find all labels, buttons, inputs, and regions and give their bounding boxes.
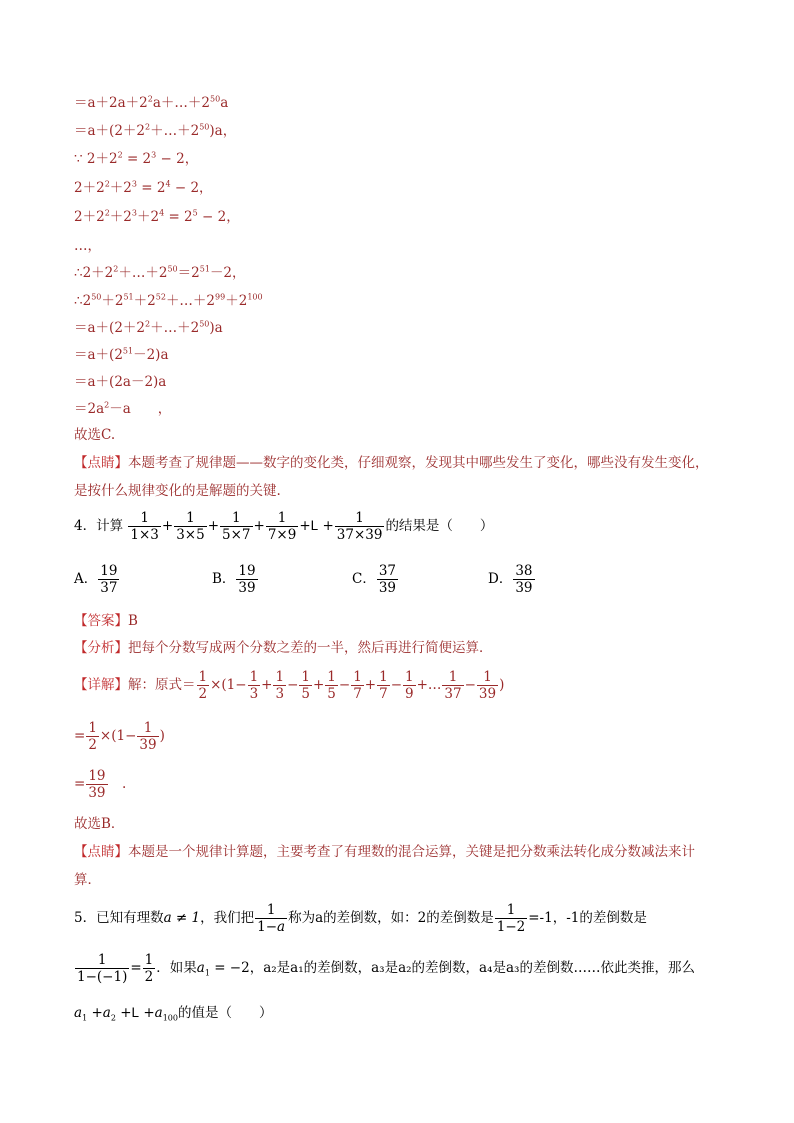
q4-term-3: $\frac{1}{5\times 7}$ [222,510,251,543]
solution-line-12: $=2a^2-a$ ， [74,400,172,417]
q4-option-d: D． $\frac{38}{39}$ [488,563,533,596]
q4-detail-step-3: = $\frac{19}{39}$ . [74,768,127,801]
q4-answer: 【答案】B [74,613,138,629]
q4-term-2: $\frac{1}{3\times 5}$ [176,510,205,543]
q4-term-1: $\frac{1}{1\times 3}$ [130,510,159,543]
q4-comment-line-2: 算． [74,872,101,888]
q4-options [74,563,536,596]
solution-line-4: $2+2^2+2^3 = 2^4 - 2$， [74,179,213,196]
solution-line-11: ＝a＋(2a－2)a [74,374,167,390]
q5-line-3: $a_1 +a_2 +L +a_{100}$的值是（ ） [74,1005,273,1023]
q4-analysis: 【分析】把每个分数写成两个分数之差的一半，然后再进行简便运算． [74,640,493,656]
q3-choose: 故选C. [74,427,116,443]
solution-line-10: $=a+(2^{51}-2)a$ [74,346,169,363]
solution-line-7: $\therefore 2+2^2+\dots+2^{50}=2^{51}-2$， [74,264,246,281]
q4-term-5: $\frac{1}{37\times 39}$ [336,510,383,543]
q4-term-4: $\frac{1}{7\times 9}$ [267,510,297,543]
solution-line-5: $2+2^2+2^3+2^4 = 2^5 - 2$， [74,208,240,225]
solution-line-8: $\therefore 2^{50}+2^{51}+2^{52}+\dots+2^{99}+2^{100}$ [74,292,263,309]
q5-line-2: $\frac{1}{1-(-1)}$ = $\frac{1}{2}$ ．如果$a_1 = -2$，a₂是a₁的差倒数，a₃是a₂的差倒数，a₄是a₃的差倒数……依此类推，那么 [77,952,695,985]
q3-comment-line-1: 【点睛】本题考查了规律题——数字的变化类，仔细观察，发现其中哪些发生了变化，哪些没有发生变化， [74,455,709,471]
q4-detail-step-1: 【详解】解：原式＝ $\frac{1}{2}$ ×(1− $\frac{1}{3}$ + $\frac{1}{3}$ − $\frac{1}{5}$ + $\frac{1}{5}$ − $\frac{1}{7}$ + $\frac{1}{7}$ − $\frac{1}{9}$ +… $\frac{1}{37}$ − $\frac{1}{39}$ ) [74,669,505,702]
solution-line-3: ∵ $2+2^2 = 2^3 - 2$， [74,150,199,167]
solution-line-6: …， [74,238,101,254]
q4-option-c: C． $\frac{37}{39}$ [352,563,397,596]
q4-option-b: B． $\frac{19}{39}$ [212,563,256,596]
q3-comment-line-2: 是按什么规律变化的是解题的关键. [74,483,281,499]
q4-question: 4．计算 $\frac{1}{1\times 3}$ + $\frac{1}{3\times 5}$ + $\frac{1}{5\times 7}$ + $\frac{1}{7\times 9}$ +L + $\frac{1}{37\times 39}$ 的结果是（ ） [74,510,494,543]
q4-detail-step-2: = $\frac{1}{2}$ ×(1− $\frac{1}{39}$ ) [74,720,165,753]
solution-line-2: $=a+(2+2^2+\dots+2^{50})a$， [74,122,237,139]
solution-line-1: $=a+2a+2^2a+\dots+2^{50}a$ [74,94,229,111]
q5-line-1: 5．已知有理数a ≠ 1，我们把 $\frac{1}{1-a}$ 称为a的差倒数，如：2的差倒数是 $\frac{1}{1-2}$ =-1，-1的差倒数是 [74,902,647,935]
solution-line-9: $=a+(2+2^2+\dots+2^{50})a$ [74,319,223,336]
q4-option-a: A． $\frac{19}{37}$ [74,563,118,596]
q4-choose: 故选B． [74,816,125,832]
q4-comment-line-1: 【点睛】本题是一个规律计算题，主要考查了有理数的混合运算，关键是把分数乘法转化成分数减法来计 [74,844,695,860]
